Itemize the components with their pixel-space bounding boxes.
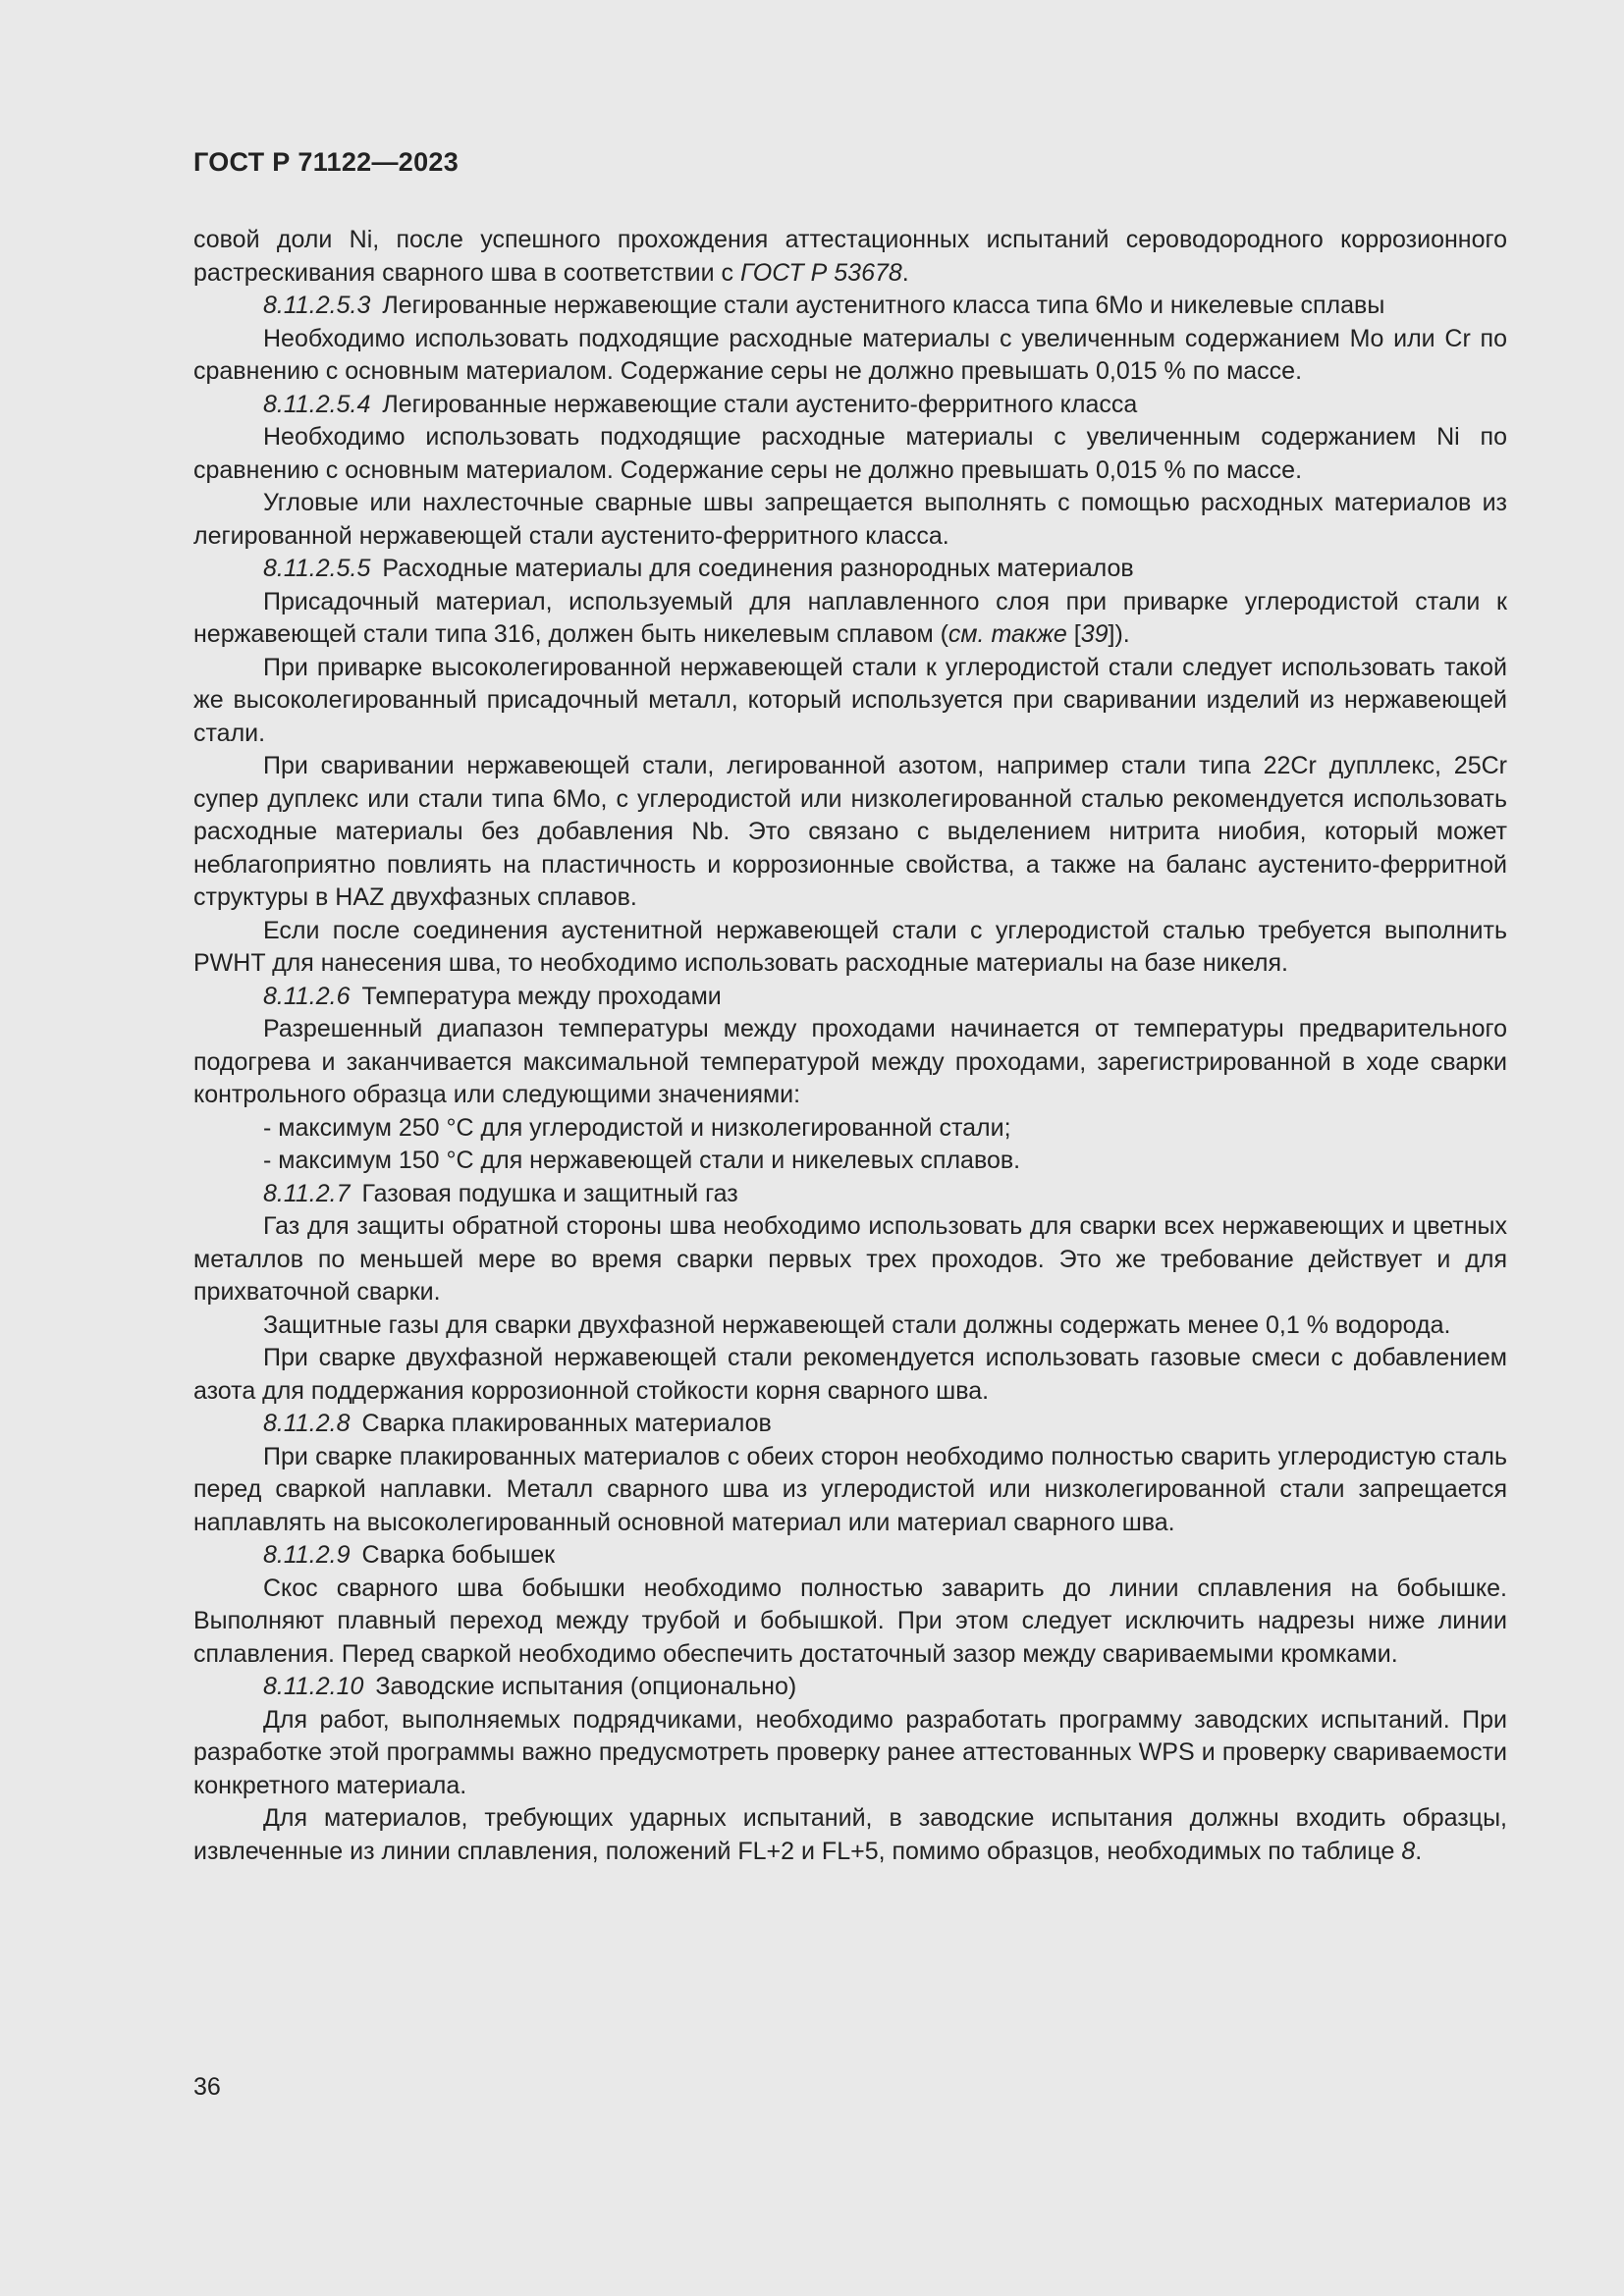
section-title: Сварка плакированных материалов [361, 1410, 772, 1437]
section-heading [193, 1539, 1507, 1573]
document-header: ГОСТ Р 71122—2023 [193, 147, 460, 177]
section-title: Легированные нержавеющие стали аустенито-ферритного класса [382, 390, 1138, 418]
section-number: 8.11.2.6 [263, 982, 351, 1010]
table-reference: 8 [1401, 1837, 1416, 1865]
paragraph-continuation: совой доли Ni, после успешного прохождения аттестационных испытаний сероводородного коррозионного растрескивания сварного шва в соответствии с ГОСТ Р 53678. [193, 226, 1507, 287]
bibliography-reference: 39 [1080, 620, 1109, 648]
section-number: 8.11.2.7 [263, 1179, 351, 1207]
section-title: Заводские испытания (опционально) [375, 1673, 797, 1700]
reference-link: ГОСТ Р 53678 [739, 258, 902, 287]
document-body [193, 224, 1507, 1868]
section-number: 8.11.2.10 [263, 1673, 364, 1700]
list-item: - максимум 250 °C для углеродистой и низколегированной стали; [263, 1113, 1011, 1142]
paragraph: Необходимо использовать подходящие расходные материалы с увеличенным содержанием Ni по сравнению с основным материалом. Содержание серы не должно превышать 0,015 % по массе. [193, 423, 1507, 484]
section-heading [193, 1408, 1507, 1441]
section-heading [193, 1178, 1507, 1211]
paragraph: При сварке плакированных материалов с обеих сторон необходимо полностью сварить углеродистую сталь перед сваркой наплавки. Металл сварного шва из углеродистой или низколегированной стали запрещается наплавлять на высоколегированный основной материал или материал сварного шва. [193, 1442, 1507, 1536]
section-number: 8.11.2.5.4 [263, 390, 371, 418]
section-number: 8.11.2.9 [263, 1541, 351, 1569]
paragraph: Разрешенный диапазон температуры между проходами начинается от температуры предварительного подогрева и заканчивается максимальной температурой между проходами, зарегистрированной в ходе сварки контрольного образца или следующими значениями: [193, 1015, 1507, 1108]
section-heading [193, 1671, 1507, 1704]
section-title: Газовая подушка и защитный газ [361, 1179, 738, 1207]
list-item: - максимум 150 °C для нержавеющей стали и никелевых сплавов. [263, 1147, 1021, 1174]
section-heading [193, 389, 1507, 422]
section-title: Расходные материалы для соединения разнородных материалов [382, 555, 1134, 582]
paragraph: Для материалов, требующих ударных испытаний, в заводские испытания должны входить образцы, извлеченные из линии сплавления, положений FL+2 и FL+5, помимо образцов, необходимых по таблице 8. [193, 1804, 1507, 1865]
section-number: 8.11.2.8 [263, 1410, 351, 1437]
section-number: 8.11.2.5.3 [263, 292, 371, 319]
section-heading [193, 981, 1507, 1014]
paragraph: Присадочный материал, используемый для наплавленного слоя при приварке углеродистой стали к нержавеющей стали типа 316, должен быть никелевым сплавом (см. также [39]). [193, 587, 1507, 648]
paragraph: Скос сварного шва бобышки необходимо полностью заварить до линии сплавления на бобышке. Выполняют плавный переход между трубой и бобышкой. При этом следует исключить надрезы ниже линии сплавления. Перед сваркой необходимо обеспечить достаточный зазор между свариваемыми кромками. [193, 1574, 1507, 1668]
paragraph: При приварке высоколегированной нержавеющей стали к углеродистой стали следует использовать такой же высоколегированный присадочный металл, который используется при сваривании изделий из нержавеющей стали. [193, 653, 1507, 747]
section-title: Сварка бобышек [361, 1541, 556, 1569]
section-title: Температура между проходами [361, 982, 722, 1010]
section-heading [193, 290, 1507, 323]
paragraph: Газ для защиты обратной стороны шва необходимо использовать для сварки всех нержавеющих и цветных металлов по меньшей мере во время сварки первых трех проходов. Это же требование действует и для прихваточной сварки. [193, 1212, 1507, 1306]
section-heading [193, 553, 1507, 586]
section-title: Легированные нержавеющие стали аустенитного класса типа 6Mo и никелевые сплавы [382, 292, 1385, 319]
paragraph: Если после соединения аустенитной нержавеющей стали с углеродистой сталью требуется выполнить PWHT для нанесения шва, то необходимо использовать расходные материалы на базе никеля. [193, 916, 1507, 977]
paragraph: При сваривании нержавеющей стали, легированной азотом, например стали типа 22Cr дупллекс, 25Cr супер дуплекс или стали типа 6Mo, с углеродистой или низколегированной сталью рекомендуется использовать расходные материалы без добавления Nb. Это связано с выделением нитрита ниобия, который может неблагоприятно повлиять на пластичность и коррозионные свойства, а также на баланс аустенито-ферритной структуры в HAZ двухфазных сплавов. [193, 752, 1507, 911]
paragraph: Необходимо использовать подходящие расходные материалы с увеличенным содержанием Mo или Cr по сравнению с основным материалом. Содержание серы не должно превышать 0,015 % по массе. [193, 324, 1507, 385]
paragraph: Угловые или нахлесточные сварные швы запрещается выполнять с помощью расходных материалов из легированной нержавеющей стали аустенито-ферритного класса. [193, 489, 1507, 550]
paragraph: Защитные газы для сварки двухфазной нержавеющей стали должны содержать менее 0,1 % водорода. [263, 1310, 1451, 1339]
page-number: 36 [193, 2073, 221, 2101]
section-number: 8.11.2.5.5 [263, 555, 371, 582]
paragraph: При сварке двухфазной нержавеющей стали рекомендуется использовать газовые смеси с добавлением азота для поддержания коррозионной стойкости корня сварного шва. [193, 1344, 1507, 1405]
paragraph: Для работ, выполняемых подрядчиками, необходимо разработать программу заводских испытаний. При разработке этой программы важно предусмотреть проверку ранее аттестованных WPS и проверку свариваемости конкретного материала. [193, 1705, 1507, 1799]
